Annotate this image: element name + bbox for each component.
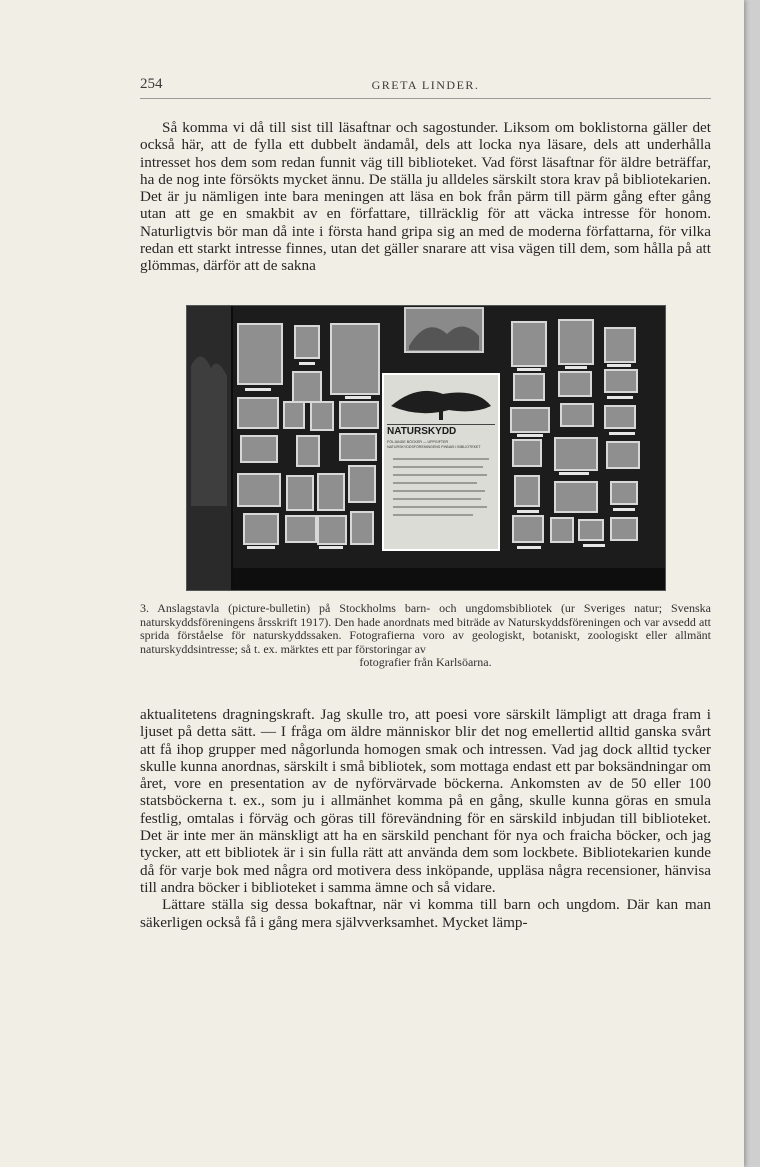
- page-number: 254: [140, 76, 163, 92]
- poster-subtitle-1: FÖLJANDE BÖCKER — UPPGIFTER: [387, 440, 449, 444]
- body-text-bottom: [140, 706, 711, 931]
- paragraph: Lättare ställa sig dessa bokaftnar, när vi komma till barn och ungdom. Där kan man säkerligen också få i gång mera självverksamhet. Mycket lämp-: [140, 896, 711, 931]
- running-head: GRETA LINDER.: [371, 78, 480, 92]
- paragraph: Så komma vi då till sist till läsaftnar och sagostunder. Liksom om boklistorna gäller det också här, att de fylla ett dubbelt ändamål, dels att locka nya läsare, dels att underhålla intresset hos dem som redan funnit väg till biblioteket. Vad först läsaftnar för äldre beträffar, ha de nog inte försökts mycket ännu. De ställa ju alldeles särskilt stora krav på bibliotekarien. Det är ju nämligen inte bara meningen att läsa en bok från pärm till pärm gång efter gång utan att ge en smakbit av en författare, tillräcklig för att väcka intresse för honom. Naturligtvis bör man då inte i första hand gripa sig an med de moderna författarna, för vilka redan ett starkt intresse finnes, utan det gäller snarare att visa vägen till dem, som hålla på att glömmas, därför att de sakna: [140, 119, 711, 275]
- poster-subtitle-2: NATURSKYDDSFÖRENINGENS FINNAS I BIBLIOTEKET: [387, 445, 481, 449]
- figure-caption: [140, 602, 711, 670]
- caption-text: 3. Anslagstavla (picture-bulletin) på Stockholms barn- och ungdomsbibliotek (ur Sveriges natur; Svenska naturskyddsföreningens årsskrift 1917). Den hade anordnats med biträde av Naturskyddsföreningen och var avsedd att sprida förståelse för naturskyddssaken. Fotografierna voro av geologiskt, botaniskt, zoologiskt eller allmänt naturskyddsintresse; så t. ex. märktes ett par förstoringar av: [140, 601, 711, 656]
- paragraph: aktualitetens dragningskraft. Jag skulle tro, att poesi vore särskilt lämpligt att draga fram i ljuset på detta sätt. — I fråga om äldre människor blir det nog emellertid alltid ganska svårt att få ihop grupper med någorlunda homogen smak och intressen. Vad jag dock alltid tycker skulle kunna anordnas, särskilt i små bibliotek, som mottaga endast ett par boksändningar om året, vore en presentation av de nyförvärvade böckerna. Ankomsten av de 50 eller 100 statsböckerna t. ex., som ju i allmänhet komma på en gång, skulle kunna göras en smula festlig, omtalas i förväg och göras till förevändning för en särskild inbjudan till biblioteket. Det är inte mer än mänskligt att ha en särskild penchant för nya och fraicha böcker, och jag tycker, att ett bibliotek är i sin fulla rätt att använda dem som lockbete. Bibliotekarien kunde då för varje bok med några ord motivera dess inköpande, uppläsa några recensioner, hänvisa till andra böcker i biblioteket i samma ämne och så vidare.: [140, 706, 711, 896]
- caption-last-line: fotografier från Karlsöarna.: [359, 655, 492, 670]
- page-header: [140, 76, 711, 99]
- poster-title: NATURSKYDD: [387, 426, 457, 437]
- photo-illustration: [187, 306, 665, 590]
- bulletin-board-photo: [186, 305, 666, 591]
- body-text-top: [140, 119, 711, 275]
